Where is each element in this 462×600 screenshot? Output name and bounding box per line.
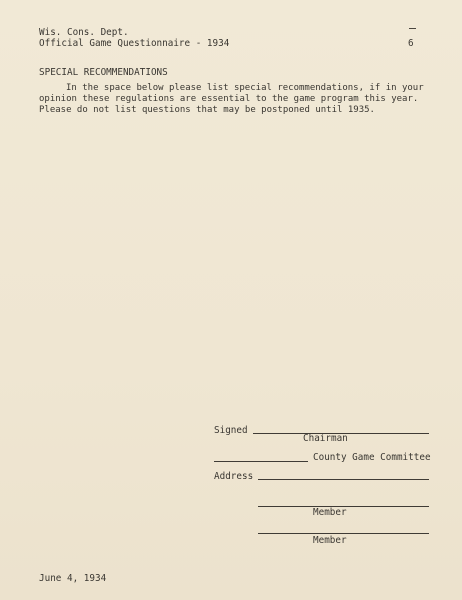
dept-label: Wis. Cons. Dept. bbox=[39, 27, 129, 38]
member-label-2: Member bbox=[313, 535, 347, 546]
county-line bbox=[214, 461, 308, 462]
page-number: 6 bbox=[408, 38, 414, 49]
document-date: June 4, 1934 bbox=[39, 573, 107, 584]
paragraph-line-1: In the space below please list special recommendations, if in your bbox=[66, 83, 424, 93]
questionnaire-title: Official Game Questionnaire - 1934 bbox=[39, 38, 230, 49]
paragraph-line-3: Please do not list questions that may be postponed until 1935. bbox=[39, 105, 375, 115]
chairman-label: Chairman bbox=[303, 433, 348, 444]
member-line-2 bbox=[258, 533, 429, 534]
committee-label: County Game Committee bbox=[313, 452, 431, 463]
member-label-1: Member bbox=[313, 507, 347, 518]
header-dash bbox=[409, 28, 416, 29]
address-line bbox=[258, 479, 429, 480]
section-heading: SPECIAL RECOMMENDATIONS bbox=[39, 67, 168, 78]
paragraph-line-2: opinion these regulations are essential to the game program this year. bbox=[39, 94, 419, 104]
signed-label: Signed bbox=[214, 425, 248, 436]
address-label: Address bbox=[214, 471, 254, 482]
